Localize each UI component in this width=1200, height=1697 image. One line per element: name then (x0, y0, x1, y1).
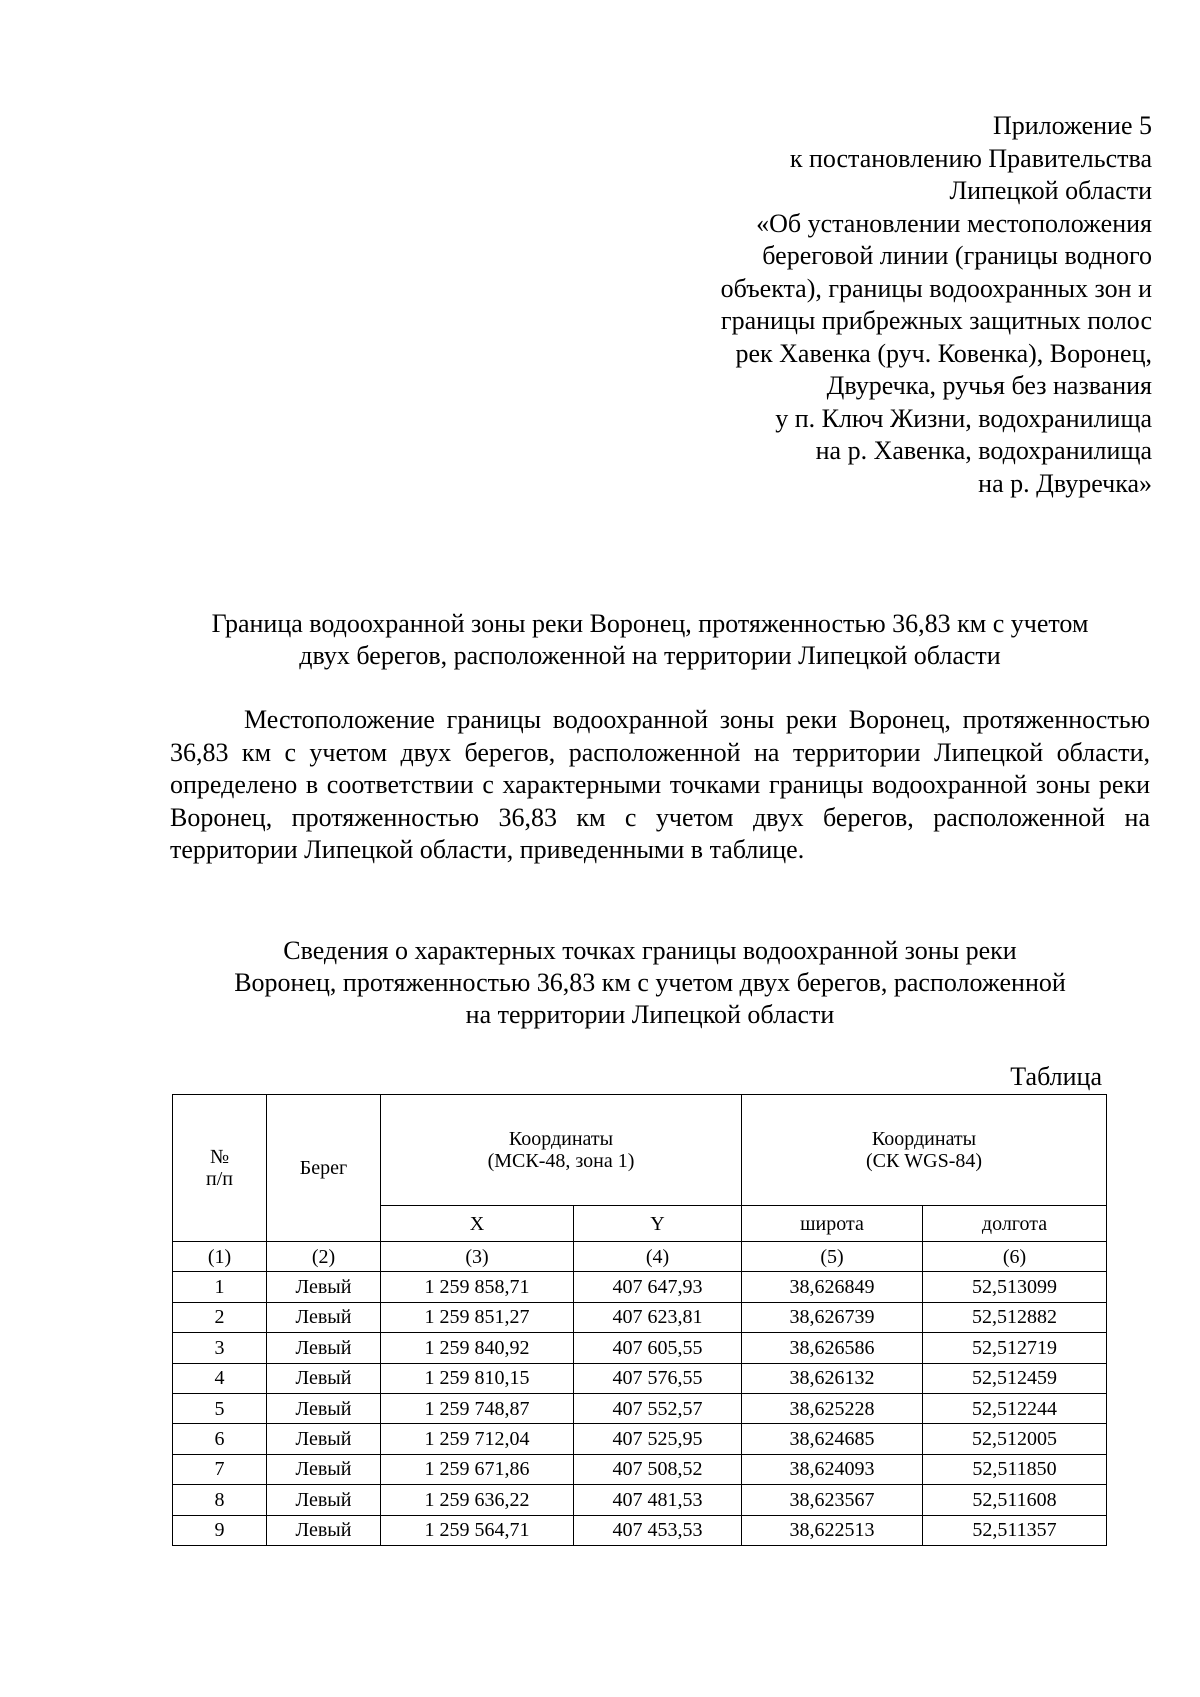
table-row (173, 1272, 1107, 1302)
table-cell: 38,624685 (742, 1424, 923, 1454)
table-cell: 52,513099 (923, 1272, 1107, 1302)
table-cell: 52,511608 (923, 1485, 1107, 1515)
table-caption (150, 935, 1150, 1031)
table-row (173, 1302, 1107, 1332)
table-cell: 52,511850 (923, 1454, 1107, 1484)
table-cell: 38,623567 (742, 1485, 923, 1515)
table-cell: 52,512005 (923, 1424, 1107, 1454)
table-cell: 407 481,53 (574, 1485, 742, 1515)
table-cell: Левый (267, 1454, 381, 1484)
table-cell: 1 259 840,92 (381, 1333, 574, 1363)
header-latitude: широта (742, 1206, 923, 1242)
table-cell: 407 647,93 (574, 1272, 742, 1302)
table-cell: (1) (173, 1242, 267, 1272)
table-cell: 52,512244 (923, 1393, 1107, 1423)
table-cell: 1 259 712,04 (381, 1424, 574, 1454)
table-row (173, 1424, 1107, 1454)
table-cell: 407 508,52 (574, 1454, 742, 1484)
table-cell: 5 (173, 1393, 267, 1423)
table-cell: Левый (267, 1363, 381, 1393)
header-longitude: долгота (923, 1206, 1107, 1242)
table-cell: 1 259 748,87 (381, 1393, 574, 1423)
table-cell: 1 259 564,71 (381, 1515, 574, 1545)
appendix-line: Липецкой области (949, 176, 1152, 205)
table-row (173, 1333, 1107, 1363)
table-cell: 407 453,53 (574, 1515, 742, 1545)
document-title (150, 608, 1150, 672)
table-cell: 38,626586 (742, 1333, 923, 1363)
table-cell: 9 (173, 1515, 267, 1545)
table-cell: 407 605,55 (574, 1333, 742, 1363)
table-row (173, 1515, 1107, 1545)
table-cell: Левый (267, 1424, 381, 1454)
table-cell: (5) (742, 1242, 923, 1272)
header-bank: Берег (267, 1095, 381, 1242)
table-cell: 3 (173, 1333, 267, 1363)
appendix-line: Двуречка, ручья без названия (826, 371, 1152, 400)
table-row (173, 1454, 1107, 1484)
table-caption-line: Сведения о характерных точках границы водоохранной зоны реки (283, 936, 1017, 965)
table-cell: 38,626849 (742, 1272, 923, 1302)
table-cell: 6 (173, 1424, 267, 1454)
appendix-line: объекта), границы водоохранных зон и (720, 273, 1152, 303)
table-cell: 38,622513 (742, 1515, 923, 1545)
table-cell: 1 (173, 1272, 267, 1302)
table-cell: 8 (173, 1485, 267, 1515)
appendix-line: рек Хавенка (руч. Ковенка), Воронец, (735, 338, 1152, 368)
appendix-line: у п. Ключ Жизни, водохранилища (775, 403, 1152, 433)
table-cell: 38,626739 (742, 1302, 923, 1332)
table-cell: 52,512719 (923, 1333, 1107, 1363)
header-wgs-coordinates: Координаты (СК WGS-84) (742, 1095, 1107, 1206)
table-label: Таблица (1010, 1062, 1102, 1091)
table-cell: 407 623,81 (574, 1302, 742, 1332)
table-cell: 407 576,55 (574, 1363, 742, 1393)
table-body (173, 1242, 1107, 1546)
table-cell: 2 (173, 1302, 267, 1332)
table-cell: 38,626132 (742, 1363, 923, 1393)
table-cell: 52,511357 (923, 1515, 1107, 1545)
table-cell: Левый (267, 1515, 381, 1545)
appendix-line: на р. Двуречка» (978, 468, 1152, 498)
table-row (173, 1242, 1107, 1272)
table-cell: (4) (574, 1242, 742, 1272)
table-cell: 1 259 810,15 (381, 1363, 574, 1393)
table-cell: 7 (173, 1454, 267, 1484)
header-msk-coordinates: Координаты (МСК-48, зона 1) (381, 1095, 742, 1206)
table-cell: Левый (267, 1333, 381, 1363)
appendix-line: «Об установлении местоположения (756, 208, 1152, 238)
table-cell: 1 259 858,71 (381, 1272, 574, 1302)
table-cell: 407 525,95 (574, 1424, 742, 1454)
appendix-line: границы прибрежных защитных полос (720, 306, 1152, 335)
table-cell: Левый (267, 1393, 381, 1423)
table-cell: 4 (173, 1363, 267, 1393)
table-cell: 38,625228 (742, 1393, 923, 1423)
body-paragraph: Местоположение границы водоохранной зоны реки Воронец, протяженностью 36,83 км с учетом двух берегов, расположенной на территории Липецкой области, определено в соответствии с характерными точками границы водоохранной зоны реки Воронец, протяженностью 36,83 км с учетом двух берегов, расположенной на территории Липецкой области, приведенными в таблице. (170, 705, 1150, 864)
table-row (173, 1363, 1107, 1393)
table-cell: Левый (267, 1272, 381, 1302)
table-cell: 1 259 671,86 (381, 1454, 574, 1484)
table-cell: 1 259 851,27 (381, 1302, 574, 1332)
header-number: № п/п (173, 1095, 267, 1242)
table-cell: (6) (923, 1242, 1107, 1272)
document-title-line: Граница водоохранной зоны реки Воронец, протяженностью 36,83 км с учетом (211, 609, 1089, 638)
coordinates-table (172, 1094, 1107, 1546)
table-row (173, 1393, 1107, 1423)
table-cell: Левый (267, 1302, 381, 1332)
table-cell: (3) (381, 1242, 574, 1272)
table-cell: 38,624093 (742, 1454, 923, 1484)
table-cell: Левый (267, 1485, 381, 1515)
table-caption-line: на территории Липецкой области (465, 1000, 835, 1029)
appendix-line: на р. Хавенка, водохранилища (815, 436, 1152, 465)
table-cell: 52,512882 (923, 1302, 1107, 1332)
appendix-line: к постановлению Правительства (789, 143, 1152, 173)
document-title-line: двух берегов, расположенной на территории Липецкой области (299, 641, 1001, 670)
appendix-line: Приложение 5 (992, 111, 1152, 140)
table-cell: 52,512459 (923, 1363, 1107, 1393)
header-x: X (381, 1206, 574, 1242)
table-caption-line: Воронец, протяженностью 36,83 км с учетом двух берегов, расположенной (234, 968, 1066, 997)
header-y: Y (574, 1206, 742, 1242)
table-cell: (2) (267, 1242, 381, 1272)
table-cell: 1 259 636,22 (381, 1485, 574, 1515)
appendix-line: береговой линии (границы водного (762, 241, 1152, 270)
table-row (173, 1485, 1107, 1515)
appendix-header (592, 110, 1152, 500)
table-cell: 407 552,57 (574, 1393, 742, 1423)
